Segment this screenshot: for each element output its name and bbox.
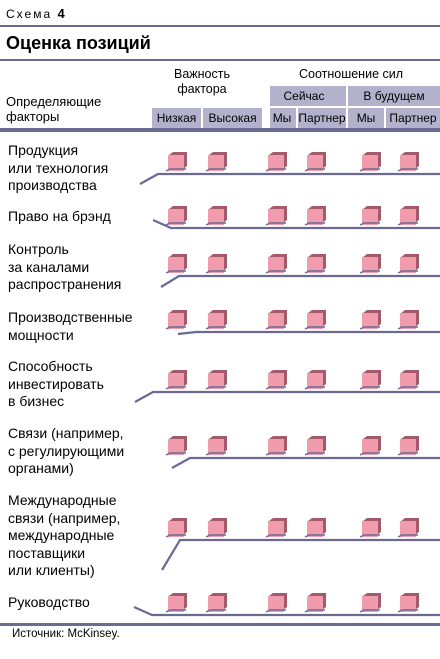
source-note: Источник: McKinsey. [12, 628, 120, 640]
checkbox-icon [398, 152, 419, 171]
checkbox-icon [206, 310, 227, 329]
checkbox-icon [266, 152, 287, 171]
figure-label-number: 4 [57, 6, 67, 21]
row-leader-line [153, 220, 440, 228]
checkbox-icon [305, 370, 326, 389]
checkbox-icon [266, 370, 287, 389]
checkbox-icon [360, 206, 381, 225]
checkbox-icon [360, 593, 381, 612]
row-leader-line [135, 392, 440, 402]
row-label-international: Международные связи (например, международные поставщики или клиенты) [8, 492, 121, 578]
checkbox-icon [206, 152, 227, 171]
checkbox-icon [305, 254, 326, 273]
checkbox-icon [305, 310, 326, 329]
page-title: Оценка позиций [6, 33, 151, 53]
checkbox-icon [266, 206, 287, 225]
checkbox-icon [305, 436, 326, 455]
checkbox-icon [360, 518, 381, 537]
checkbox-icon [360, 254, 381, 273]
checkbox-icon [166, 310, 187, 329]
checkbox-icon [398, 310, 419, 329]
checkbox-icon [398, 370, 419, 389]
row-leader-line [178, 332, 440, 334]
checkbox-icon [266, 436, 287, 455]
row-label-management: Руководство [8, 594, 90, 610]
checkbox-icon [166, 593, 187, 612]
col-now-partner: Партнер [298, 111, 346, 125]
checkbox-icon [398, 436, 419, 455]
col-future-partner: Партнер [389, 111, 437, 125]
row-management [134, 593, 440, 615]
row-leader-line [162, 540, 440, 570]
row-brand [153, 206, 440, 228]
checkbox-icon [166, 518, 187, 537]
row-label-brand: Право на брэнд [8, 208, 111, 224]
checkbox-icon [166, 436, 187, 455]
checkbox-icon [360, 370, 381, 389]
row-international [162, 518, 440, 570]
row-distribution [161, 254, 440, 287]
checkbox-icon [166, 152, 187, 171]
checkbox-icon [305, 518, 326, 537]
checkbox-icon [398, 254, 419, 273]
figure-label-prefix: Схема [6, 7, 53, 21]
checkbox-icon [206, 436, 227, 455]
row-leader-line [161, 276, 440, 287]
row-label-regulators: Связи (например, с регулирующими органами) [8, 425, 125, 476]
col-future-us: Мы [356, 111, 376, 125]
checkbox-icon [166, 206, 187, 225]
checkbox-icon [206, 206, 227, 225]
checkbox-icon [266, 254, 287, 273]
now-header: Сейчас [283, 89, 325, 103]
checkbox-icon [305, 152, 326, 171]
col-high: Высокая [208, 111, 257, 125]
checkbox-icon [398, 206, 419, 225]
row-leader-line [140, 174, 440, 184]
checkbox-icon [206, 518, 227, 537]
checkbox-icon [398, 593, 419, 612]
checkbox-icon [266, 310, 287, 329]
checkbox-icon [166, 254, 187, 273]
checkbox-icon [360, 152, 381, 171]
future-header: В будущем [363, 89, 425, 103]
col-low: Низкая [156, 111, 197, 125]
row-leader-line [172, 458, 440, 468]
checkbox-icon [398, 518, 419, 537]
row-label-investment: Способность инвестировать в бизнес [8, 358, 104, 409]
checkbox-icon [305, 593, 326, 612]
checkbox-icon [305, 206, 326, 225]
checkbox-icon [206, 254, 227, 273]
checkbox-icon [206, 370, 227, 389]
bottom-rule [0, 623, 440, 626]
row-label-distribution: Контроль за каналами распространения [8, 241, 122, 292]
checkbox-icon [206, 593, 227, 612]
balance-header: Соотношение сил [298, 67, 404, 81]
checkbox-icon [360, 436, 381, 455]
importance-header: Важность фактора [174, 67, 230, 96]
col-now-us: Мы [272, 111, 292, 125]
row-label-product: Продукция или технология производства [8, 142, 109, 193]
row-investment [135, 370, 440, 402]
checkbox-icon [266, 518, 287, 537]
checkbox-icon [360, 310, 381, 329]
checkbox-icon [166, 370, 187, 389]
checkbox-icon [266, 593, 287, 612]
row-capacity [166, 310, 440, 334]
row-regulators [166, 436, 440, 468]
row-label-capacity: Производственные мощности [8, 309, 133, 343]
factors-header: Определяющие факторы [6, 94, 102, 124]
row-product [140, 152, 440, 184]
